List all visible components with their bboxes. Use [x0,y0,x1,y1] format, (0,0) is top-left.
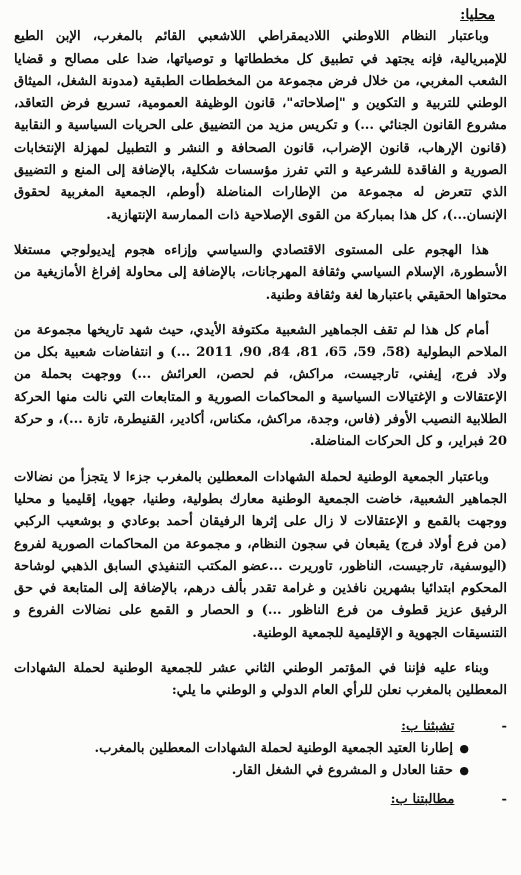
list-item: ● إطارنا العتيد الجمعية الوطنية لحملة الشهادات المعطلين بالمغرب. [14,738,467,760]
paragraph-declaration: وبناء عليه فإننا في المؤتمر الوطني الثاني عشر للجمعية الوطنية لحملة الشهادات المعطلين بالمغرب نعلن للرأي العام الدولي و الوطني ما يلي: [14,661,507,699]
section-heading-local: محليا: [460,7,495,23]
demands-heading [14,789,507,811]
demands-label: مطالبتنا ب: [390,791,455,807]
paragraph-association: وباعتبار الجمعية الوطنية لحملة الشهادات المعطلين بالمغرب جزءا لا يتجزأ من نضالات الجماهير الشعبية، خاضت الجمعية الوطنية معارك بطولية، وطنيا، جهويا، إقليميا و محليا ووجهت بالقمع و الإعتقالات لا زال على إثرها الرفيقان أحمد بوعادي و بوشعيب الركبي (من فرع أولاد فرج) يقبعان في سجون النظام، و مجموعة من المحاكمات الصورية لفروع (اليوسفية، تارجيست، الناظور، تاوريرت ...عضو المكتب التنفيذي السابق الذهبي لوشاحة المحكوم ابتدائيا بشهرين نافذين و غرامة تقدر بألف درهم، بالإضافة إلى المتابعة في حق الرفيق عزيز قطوف من فرع الناظور ...) و الحصار و القمع على نضالات الفروع و التنسيقات الجهوية و الإقليمية للجمعية الوطنية. [14,469,507,641]
attachment-label: تشبثنا ب: [401,718,455,734]
list-item: ● حقنا العادل و المشروع في الشغل القار. [14,760,467,782]
dash-marker: - [501,718,507,734]
paragraph-regime: وباعتبار النظام اللاوطني اللاديمقراطي اللاشعبي القائم بالمغرب، الإبن الطيع للإمبريالية، فإنه يجتهد في تطبيق كل مخططاتها و توصياتها، ضدا على مصالح و قضايا الشعب المغربي، من خلال فرض مجموعة من المخططات الطبقية (مدونة الشغل، الميثاق الوطني للتربية و التكوين و "إصلاحاته"، قانون الوظيفة العمومية، تسريع فرض التعاقد، مشروع القانون الجنائي ...) و تكريس مزيد من التضييق على الحريات السياسية و النقابية (قانون الإرهاب، قانون الإضراب، قانون الصحافة و النشر و التطبيل لمهزلة الإنتخابات الصورية و الفاقدة للشرعية و التي تفرز مؤسسات شكلية، بالإضافة إلى المنع و التضييق الذي تتعرض له مجموعة من الإطارات المناضلة (أوطم، الجمعية المغربية لحقوق الإنسان...)، كل هذا بمباركة من القوى الإصلاحية ذات الممارسة الإنتهازية. [14,29,507,223]
paragraph-struggles: أمام كل هذا لم تقف الجماهير الشعبية مكتوفة الأيدي، حيث شهد تاريخها مجموعة من الملاحم البطولية (58، 59، 65، 81، 84، 90، 2011 ...) و انتفاضات شعبية بكل من ولاد فرج، إيفني، تارجيست، مراكش، فم لحصن، العرائش ...) ووجهت بحملة من الإعتقالات و الإغتيالات السياسية و المحاكمات الصورية و المتابعات التي نالت منها الحركة الطلابية النصيب الأوفر (فاس، وجدة، مراكش، مكناس، أكادير، القنيطرة، تازة ...)، و حركة 20 فبراير، و كل الحركات المناضلة. [14,322,507,450]
dash-marker: - [501,791,507,807]
attachment-list [14,738,507,783]
attachment-heading [14,716,507,738]
paragraph-ideology: هذا الهجوم على المستوى الاقتصادي والسياسي وإزاءه هجوم إيديولوجي مستغلا الأسطورة، الإسلام السياسي وثقافة المهرجانات، بالإضافة إلى محاولة إفراغ الأمازيغية من محتواها الحقيقي باعتبارها لغة وثقافة وطنية. [14,242,507,303]
